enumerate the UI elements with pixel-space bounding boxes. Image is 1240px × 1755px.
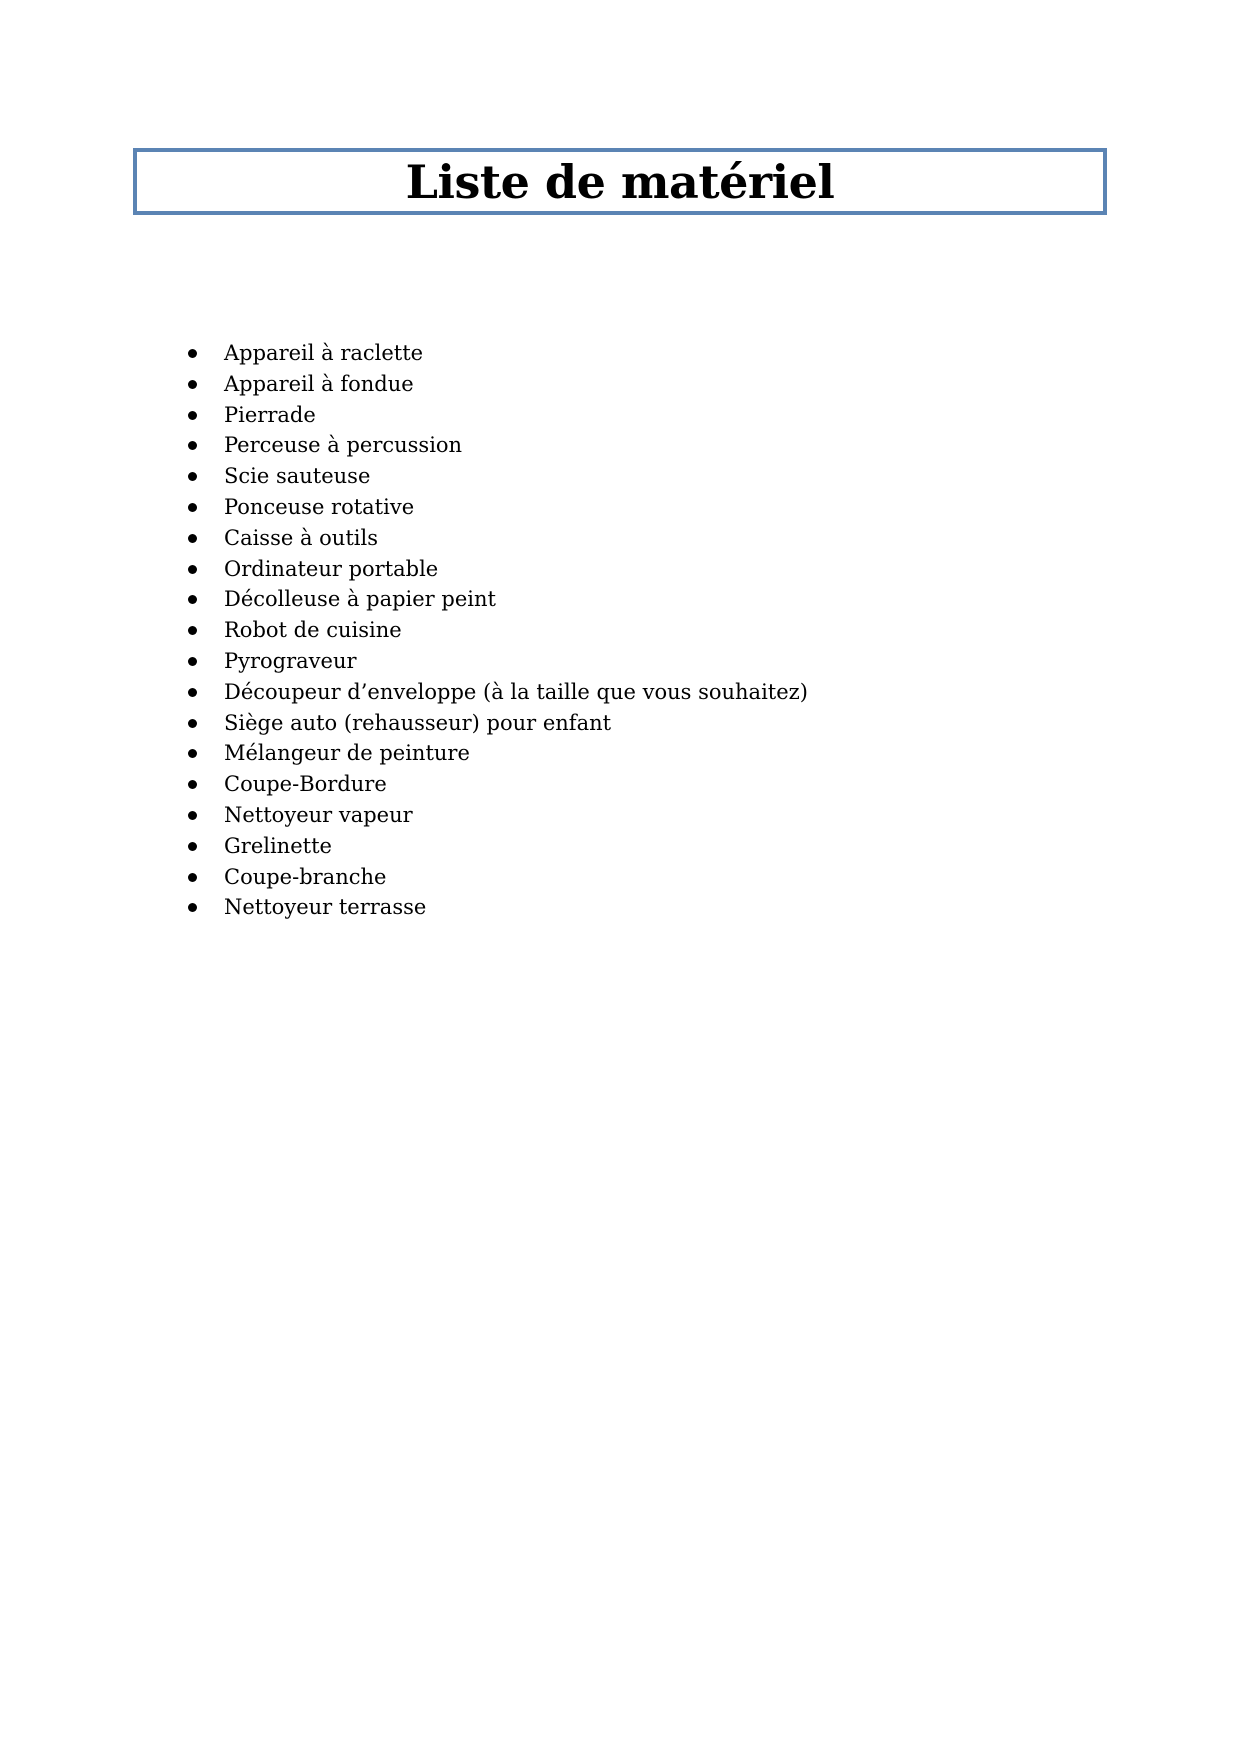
- list-item: [186, 492, 808, 523]
- list-item-label: Appareil à raclette: [224, 341, 424, 365]
- list-item-label: Robot de cuisine: [224, 618, 402, 643]
- bullet-icon: [188, 349, 197, 358]
- list-item-label: Coupe-Bordure: [224, 772, 387, 797]
- list-item-label: Caisse à outils: [224, 525, 378, 550]
- bullet-icon: [188, 534, 197, 543]
- bullet-icon: [188, 565, 197, 574]
- list-item-label: Appareil à fondue: [224, 371, 414, 396]
- list-item-label: Mélangeur de peinture: [224, 741, 470, 766]
- bullet-icon: [188, 411, 197, 420]
- list-item: [186, 338, 808, 369]
- list-item-label: Ordinateur portable: [224, 556, 439, 581]
- list-item-label: Pierrade: [224, 402, 316, 427]
- list-item: [186, 554, 808, 585]
- list-item-label: Découpeur d’enveloppe (à la taille que vous souhaitez): [224, 679, 808, 704]
- bullet-icon: [188, 472, 197, 481]
- list-item: [186, 584, 808, 615]
- list-item: [186, 769, 808, 800]
- bullet-icon: [188, 719, 197, 728]
- list-item-label: Pyrograveur: [224, 648, 357, 673]
- list-item: [186, 708, 808, 739]
- bullet-icon: [188, 811, 197, 820]
- bullet-icon: [188, 503, 197, 512]
- list-item-label: Nettoyeur terrasse: [224, 895, 427, 920]
- bullet-icon: [188, 441, 197, 450]
- bullet-icon: [188, 626, 197, 635]
- title-box: [133, 148, 1107, 215]
- bullet-icon: [188, 688, 197, 697]
- list-item: [186, 523, 808, 554]
- list-item: [186, 461, 808, 492]
- equipment-list: [186, 338, 808, 923]
- list-item: [186, 831, 808, 862]
- list-item: [186, 677, 808, 708]
- list-item-label: Décolleuse à papier peint: [224, 587, 496, 612]
- bullet-icon: [188, 657, 197, 666]
- list-item-label: Nettoyeur vapeur: [224, 802, 413, 827]
- page-title: Liste de matériel: [405, 154, 835, 209]
- list-item: [186, 800, 808, 831]
- list-item-label: Perceuse à percussion: [224, 433, 463, 458]
- list-item-label: Grelinette: [224, 833, 332, 858]
- list-item: [186, 892, 808, 923]
- bullet-icon: [188, 780, 197, 789]
- list-item: [186, 615, 808, 646]
- bullet-icon: [188, 749, 197, 758]
- list-item: [186, 646, 808, 677]
- bullet-icon: [188, 595, 197, 604]
- bullet-icon: [188, 873, 197, 882]
- bullet-icon: [188, 842, 197, 851]
- list-item: [186, 430, 808, 461]
- list-item-label: Coupe-branche: [224, 864, 387, 889]
- list-item-label: Siège auto (rehausseur) pour enfant: [224, 710, 612, 735]
- list-item: [186, 400, 808, 431]
- list-item: [186, 738, 808, 769]
- bullet-icon: [188, 380, 197, 389]
- list-item: [186, 862, 808, 893]
- list-item-label: Scie sauteuse: [224, 464, 371, 489]
- list-item: [186, 369, 808, 400]
- bullet-icon: [188, 903, 197, 912]
- list-item-label: Ponceuse rotative: [224, 494, 415, 519]
